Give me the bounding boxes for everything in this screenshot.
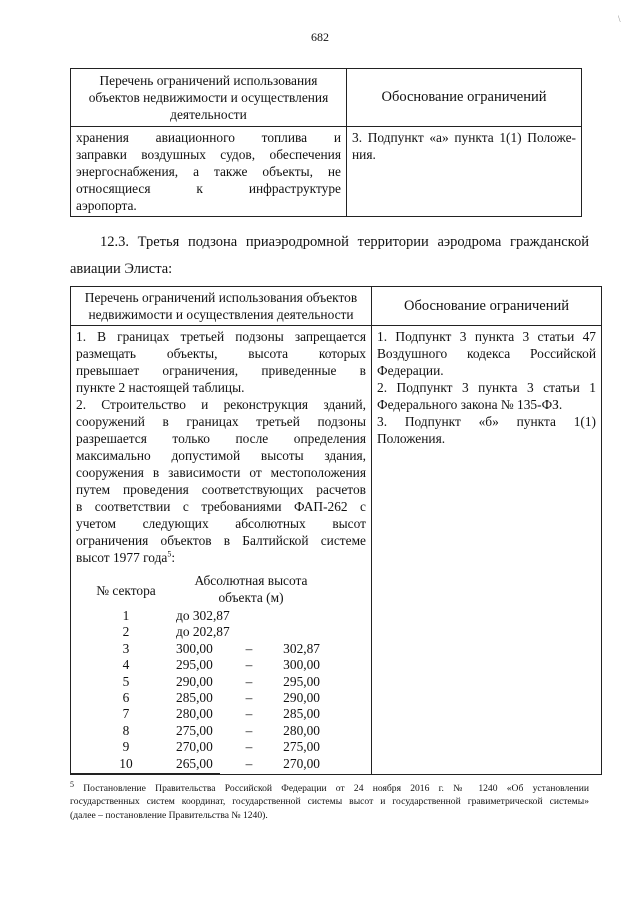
sector-number: 2 <box>122 624 130 640</box>
footnote-line: (далее – постановление Правительства № 1240). <box>70 809 268 821</box>
table-header-row <box>71 287 602 326</box>
table-header-row <box>71 69 582 127</box>
height-from: 265,00 <box>176 755 213 771</box>
text-line: разрешается только после определения <box>76 431 366 446</box>
sector-number: 6 <box>122 689 130 705</box>
range-dash: – <box>245 739 253 755</box>
range-dash: – <box>245 689 253 705</box>
sector-row <box>76 674 366 690</box>
text-line: в соответствии с требованиями ФАП-262 с <box>76 499 366 514</box>
text-line: пункте 2 настоящей таблицы. <box>76 380 245 395</box>
third-subzone-table <box>70 286 602 775</box>
header-justification: Обоснование ограничений <box>372 287 602 326</box>
text-line: сооружений в границах третьей подзоны <box>76 414 366 429</box>
section-heading-continued: авиации Элиста: <box>70 261 173 277</box>
height-from: 280,00 <box>176 706 213 722</box>
sector-row <box>76 756 366 772</box>
sector-row <box>76 706 366 722</box>
height-to: 290,00 <box>283 689 320 705</box>
justification-cell <box>347 127 582 217</box>
sector-row <box>76 690 366 706</box>
range-dash: – <box>245 706 253 722</box>
text-line: 3. Подпункт «б» пункта 1(1) <box>377 414 596 429</box>
sector-table-header <box>76 572 366 606</box>
table-row <box>71 326 602 775</box>
height-from: 275,00 <box>176 722 213 738</box>
height-from: 270,00 <box>176 739 213 755</box>
height-to: 280,00 <box>283 722 320 738</box>
height-from: 300,00 <box>176 640 213 656</box>
sector-row <box>76 608 366 624</box>
text-line: ния. <box>352 147 376 162</box>
table-row <box>71 127 582 217</box>
text-line: превышает ограничения, приведенные в <box>76 363 366 378</box>
restrictions-table-continued <box>70 68 582 217</box>
range-dash: – <box>245 657 253 673</box>
height-to: 295,00 <box>283 673 320 689</box>
height-from: 290,00 <box>176 673 213 689</box>
text-line: путем проведения соответствующих расчетов <box>76 482 366 497</box>
sector-row <box>76 657 366 673</box>
height-to: 275,00 <box>283 739 320 755</box>
height-to: 300,00 <box>283 657 320 673</box>
footnote-line: государственных систем координат, государственной системы высот и государственной гравиметрической системы» <box>70 796 589 808</box>
sector-heights-table <box>76 572 366 772</box>
sector-number: 9 <box>122 739 130 755</box>
sector-number: 3 <box>122 640 130 656</box>
text-line: энергоснабжения, а также объекты, не <box>76 164 341 179</box>
range-dash: – <box>245 755 253 771</box>
footnote-reference: 5 <box>167 549 172 559</box>
sector-number: 1 <box>122 608 130 623</box>
text-line: 2. Подпункт 3 пункта 3 статьи 1 <box>377 380 596 395</box>
justification-cell <box>372 326 602 775</box>
height-from: до 202,87 <box>176 624 230 640</box>
footnote-mark: 5 <box>70 779 74 789</box>
section-heading: 12.3. Третья подзона приаэродромной территории аэродрома гражданской <box>100 234 589 250</box>
sector-row <box>76 624 366 640</box>
text-line: размещать объекты, высота которых <box>76 346 366 361</box>
text-line: учетом следующих абсолютных высот <box>76 516 366 531</box>
range-dash: – <box>245 640 253 656</box>
sector-number: 10 <box>119 755 133 771</box>
sector-row <box>76 723 366 739</box>
page-number: 682 <box>311 30 329 44</box>
absolute-height-header: Абсолютная высота объекта (м) <box>194 573 308 605</box>
sector-number: 4 <box>122 657 130 673</box>
sector-row <box>76 739 366 755</box>
text-line: 1. Подпункт 3 пункта 3 статьи 47 <box>377 329 596 344</box>
text-line: Федерального закона № 135-ФЗ. <box>377 397 563 412</box>
text-line: 2. Строительство и реконструкция зданий, <box>76 397 366 412</box>
height-to: 285,00 <box>283 706 320 722</box>
height-to: 270,00 <box>283 755 320 771</box>
footnote-line <box>70 779 589 795</box>
height-from: до 302,87 <box>176 608 230 623</box>
text-line: хранения авиационного топлива и <box>76 130 341 145</box>
text-line: высот 1977 года <box>76 550 168 565</box>
restriction-cell <box>71 326 372 775</box>
text-line: относящиеся к инфраструктуре <box>76 181 341 196</box>
text-line: ограничения объектов в Балтийской системе <box>76 533 366 548</box>
footnote-divider <box>70 773 220 774</box>
text-line: Воздушного кодекса Российской <box>377 346 596 361</box>
height-from: 285,00 <box>176 689 213 705</box>
text-line: 3. Подпункт «а» пункта 1(1) Положе- <box>352 130 576 145</box>
sector-number-header: № сектора <box>96 583 156 598</box>
sector-number: 7 <box>122 706 130 722</box>
text-line-with-footnote <box>76 549 366 566</box>
range-dash: – <box>245 673 253 689</box>
header-restrictions-list: Перечень ограничений использования объектов недвижимости и осуществления деятельности <box>71 287 372 326</box>
header-justification: Обоснование ограничений <box>347 69 582 127</box>
header-restrictions-list: Перечень ограничений использования объектов недвижимости и осуществления деятельности <box>71 69 347 127</box>
text-line: аэропорта. <box>76 198 137 213</box>
colon: : <box>171 550 176 565</box>
height-from: 295,00 <box>176 657 213 673</box>
text-line: максимально допустимой высоты здания, <box>76 448 366 463</box>
text-line: сооружения в зависимости от местоположения <box>76 465 366 480</box>
text-line: 1. В границах третьей подзоны запрещается <box>76 329 366 344</box>
footnote <box>70 779 589 822</box>
text-line: заправки воздушных судов, обеспечения <box>76 147 341 162</box>
text-line: Положения. <box>377 431 446 446</box>
restriction-cell <box>71 127 347 217</box>
sector-number: 5 <box>122 673 130 689</box>
range-dash: – <box>245 722 253 738</box>
footnote-text: Постановление Правительства Российской Федерации от 24 ноября 2016 г. № 1240 «Об установлении <box>83 783 589 794</box>
corner-mark: \ <box>618 14 621 24</box>
sector-row <box>76 641 366 657</box>
height-to: 302,87 <box>283 640 320 656</box>
text-line: Федерации. <box>377 363 444 378</box>
sector-number: 8 <box>122 722 130 738</box>
